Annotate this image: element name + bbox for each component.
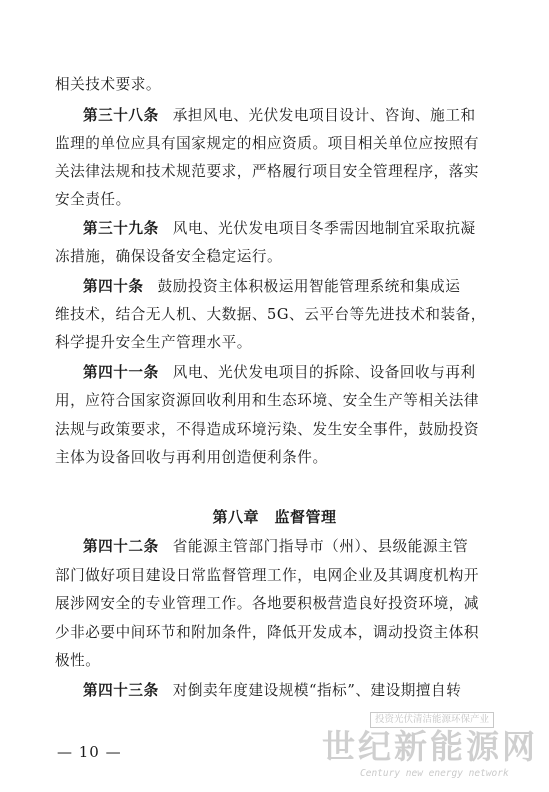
page-number: — 10 — xyxy=(57,743,122,761)
text-line xyxy=(55,190,131,210)
line-text: 少非必要中间环节和附加条件，降低开发成本，调动投资主体积 xyxy=(55,624,480,641)
line-text: 维技术，结合无人机、大数据、5G、云平台等先进技术和装备， xyxy=(55,306,486,323)
line-text: 相关技术要求。 xyxy=(55,76,162,93)
watermark-subtitle: Century new energy network xyxy=(360,768,509,779)
line-text: 用，应符合国家资源回收利用和生态环境、安全生产等相关法律 xyxy=(55,392,480,409)
article-number: 第四十二条 xyxy=(83,538,159,555)
text-line xyxy=(55,594,479,614)
text-line xyxy=(55,391,479,411)
line-text: 法规与政策要求，不得造成环境污染、发生安全事件，鼓励投资 xyxy=(55,421,480,438)
article-number: 第四十一条 xyxy=(83,364,159,381)
text-line xyxy=(55,420,479,440)
text-line xyxy=(55,651,100,671)
line-text: 极性。 xyxy=(55,652,101,669)
text-line xyxy=(55,134,479,154)
text-line xyxy=(55,305,486,325)
watermark-tag: 投资光伏清洁能源环保产业 xyxy=(370,712,494,728)
text-line xyxy=(55,75,161,95)
line-text: 主体为设备回收与再利用创造便利条件。 xyxy=(55,449,328,466)
line-text: 科学提升安全生产管理水平。 xyxy=(55,334,252,351)
article-number: 第四十条 xyxy=(83,278,144,295)
text-line xyxy=(55,247,282,267)
line-text: 风电、光伏发电项目的拆除、设备回收与再利 xyxy=(172,364,476,381)
text-line xyxy=(55,448,328,468)
watermark-logo: 世纪新能源网 xyxy=(322,727,538,766)
text-line xyxy=(55,162,479,182)
line-text: 展涉网安全的专业管理工作。各地要积极营造良好投资环境，减 xyxy=(55,595,480,612)
line-text: 冻措施，确保设备安全稳定运行。 xyxy=(55,248,283,265)
article-line xyxy=(83,106,476,126)
article-line xyxy=(83,363,476,383)
article-number: 第三十九条 xyxy=(83,220,159,237)
line-text: 省能源主管部门指导市（州）、县级能源主管 xyxy=(172,538,469,555)
line-text: 关法律法规和技术规范要求，严格履行项目安全管理程序，落实 xyxy=(55,163,480,180)
line-text: 监理的单位应具有国家规定的相应资质。项目相关单位应按照有 xyxy=(55,135,480,152)
line-text: 承担风电、光伏发电项目设计、咨询、施工和 xyxy=(172,107,476,124)
article-number: 第三十八条 xyxy=(83,107,159,124)
text-line xyxy=(55,623,479,643)
article-line xyxy=(83,219,476,239)
text-line xyxy=(55,333,252,353)
article-number: 第四十三条 xyxy=(83,682,159,699)
line-text: 部门做好项目建设日常监督管理工作，电网企业及其调度机构开 xyxy=(55,567,480,584)
line-text: 安全责任。 xyxy=(55,191,131,208)
text-line xyxy=(55,566,479,586)
chapter-title: 第八章 监督管理 xyxy=(212,508,337,526)
line-text: 对倒卖年度建设规模“指标”、建设期擅自转 xyxy=(172,682,462,699)
line-text: 风电、光伏发电项目冬季需因地制宜采取抗凝 xyxy=(172,220,476,237)
article-line xyxy=(83,681,461,701)
article-line xyxy=(83,277,460,297)
article-line xyxy=(83,537,468,557)
line-text: 鼓励投资主体积极运用智能管理系统和集成运 xyxy=(157,278,461,295)
